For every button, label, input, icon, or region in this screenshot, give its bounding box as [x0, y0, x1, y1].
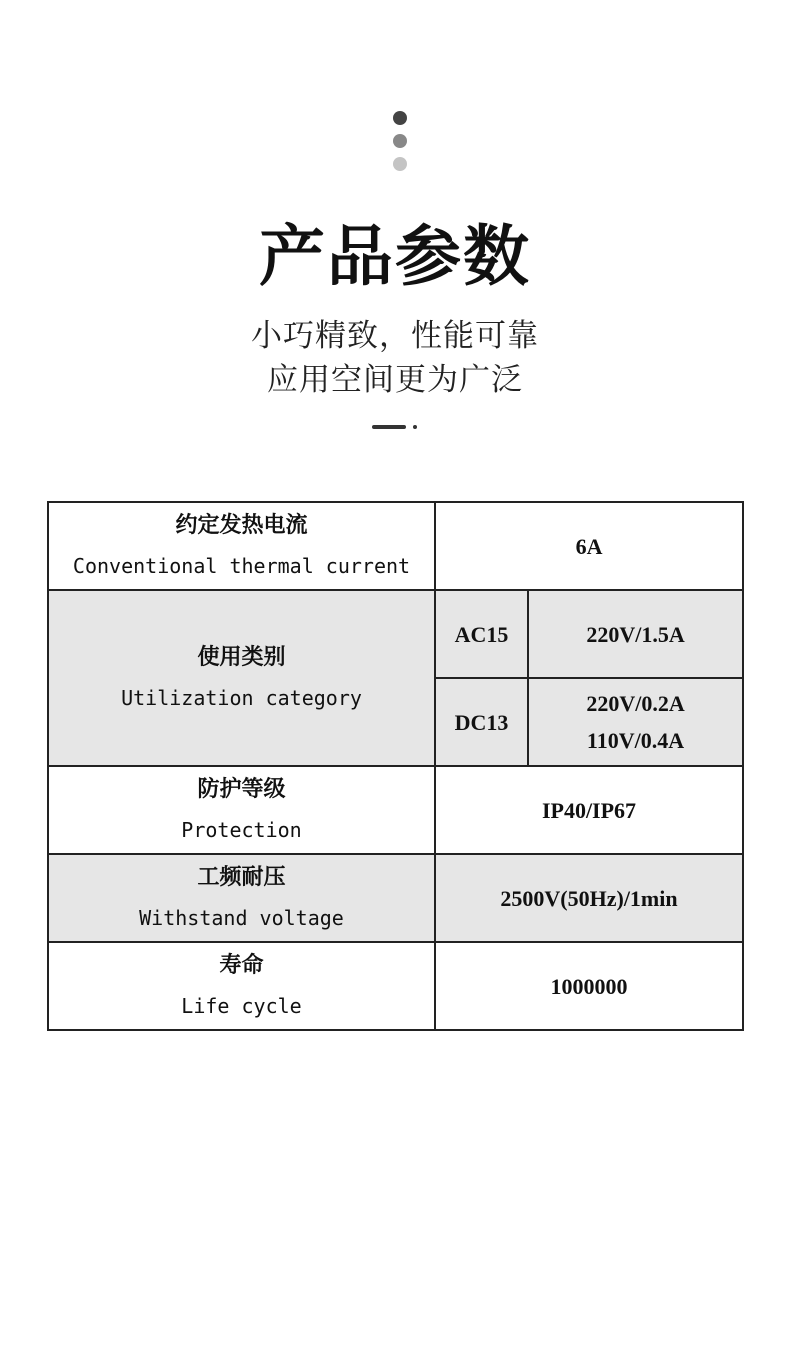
subtitle-line-2: 应用空间更为广泛 — [267, 362, 523, 398]
table-row-protection — [48, 766, 743, 854]
label-cell — [48, 766, 435, 854]
dot-medium — [393, 134, 407, 148]
subtitle-line-1: 小巧精致，性能可靠 — [251, 318, 539, 354]
label-cell — [48, 590, 435, 766]
label-zh: 约定发热电流 — [175, 513, 308, 538]
label-zh: 防护等级 — [197, 777, 286, 802]
value-cell — [435, 942, 743, 1030]
label-en: Utilization category — [121, 686, 362, 710]
category-value-text: 110V/0.4A — [586, 728, 685, 753]
category-value-text: 220V/0.2A — [586, 691, 685, 716]
table-row-withstand-voltage — [48, 854, 743, 942]
category-value-cell — [528, 678, 743, 766]
label-en: Life cycle — [181, 994, 302, 1018]
value-cell — [435, 502, 743, 590]
label-en: Protection — [181, 818, 302, 842]
value-cell — [435, 854, 743, 942]
title-underline-bar — [372, 425, 406, 429]
table-row-utilization-category — [48, 590, 743, 678]
category-value-text: 220V/1.5A — [586, 621, 685, 647]
label-cell — [48, 942, 435, 1030]
page-title: 产品参数 — [259, 218, 531, 295]
category-type-cell — [435, 590, 528, 678]
label-zh: 工频耐压 — [197, 865, 286, 890]
label-cell — [48, 854, 435, 942]
value-cell — [435, 766, 743, 854]
category-value-cell — [528, 590, 743, 678]
decorative-dots — [393, 111, 407, 180]
table-row-life-cycle — [48, 942, 743, 1030]
label-en: Conventional thermal current — [72, 554, 411, 578]
value-text: 2500V(50Hz)/1min — [500, 885, 678, 911]
dot-dark — [393, 111, 407, 125]
value-text: 1000000 — [550, 973, 628, 999]
label-zh: 寿命 — [219, 953, 264, 978]
category-type-cell — [435, 678, 528, 766]
value-text: 6A — [575, 533, 603, 559]
category-type-text: DC13 — [454, 709, 509, 735]
category-type-text: AC15 — [454, 621, 509, 647]
table-row-thermal-current — [48, 502, 743, 590]
spec-table — [47, 501, 744, 1031]
value-text: IP40/IP67 — [541, 797, 637, 823]
title-underline-dot — [413, 425, 417, 429]
label-en: Withstand voltage — [139, 906, 344, 930]
label-cell — [48, 502, 435, 590]
label-zh: 使用类别 — [197, 645, 286, 670]
dot-light — [393, 157, 407, 171]
